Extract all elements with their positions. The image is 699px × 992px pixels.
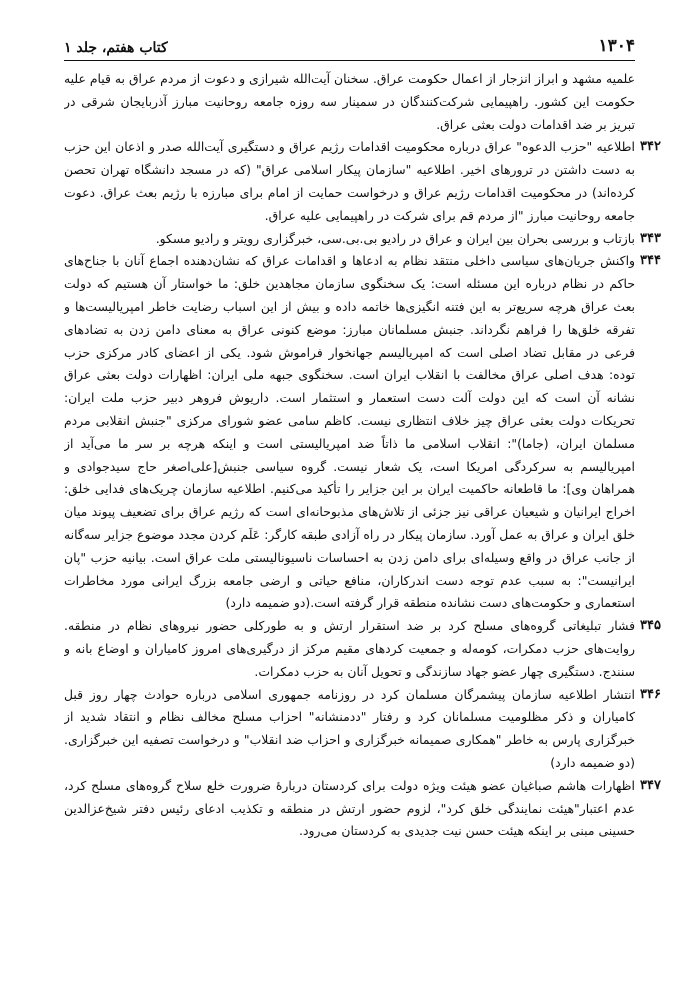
entry-343 (64, 228, 661, 251)
page-body (64, 68, 661, 968)
entry-346 (64, 684, 661, 775)
entry-number: ۳۴۲ (640, 139, 661, 155)
entry-number: ۳۴۷ (640, 777, 661, 793)
header-rule (64, 60, 635, 61)
page-number: ۱۳۰۴ (598, 36, 635, 56)
entry-text: اظهارات هاشم صباغیان عضو هیئت ویژه دولت برای کردستان دربارهٔ ضرورت خلع سلاح گروه‌های مسلح کرد، عدم اعتبار"هیئت نمایندگی خلق کرد"، لزوم حضور ارتش در منطقه و تکذیب ادعای رئیس دفتر شیخ‌عزالدین حسینی مبنی بر اینکه هیئت حسن نیت جدیدی به کردستان می‌رود. (64, 777, 635, 839)
entry-number: ۳۴۳ (640, 230, 661, 246)
entry-text: علمیه مشهد و ابراز انزجار از اعمال حکومت عراق. سخنان آیت‌الله شیرازی و دعوت از مردم عراق به قیام علیه حکومت این کشور. راهپیمایی شرکت‌کنندگان در سمینار سه روزه جامعه روحانیت مبارز آذربایجان شرقی در تبریز بر ضد اقدامات دولت بعثی عراق. (64, 71, 635, 132)
entry-345 (64, 615, 661, 683)
entry-text: بازتاب و بررسی بحران بین ایران و عراق در رادیو بی.بی.سی، خبرگزاری رویتر و رادیو مسکو. (155, 230, 635, 246)
book-title: کتاب هفتم، جلد ۱ (64, 40, 168, 56)
entry-number: ۳۴۵ (640, 618, 661, 634)
entry-number: ۳۴۴ (640, 253, 661, 269)
entry-342 (64, 136, 661, 227)
entry-text: اطلاعیه "حزب الدعوه" عراق درباره محکومیت اقدامات رژیم عراق و دستگیری آیت‌الله صدر و اذعان این حزب به دست داشتن در ترورهای اخیر. اطلاعیه "سازمان پیکار اسلامی عراق" (که در مسجد دانشگاه تهران تحصن کرده‌اند) در محکومیت اقدامات رژیم عراق و درخواست حمایت از امام برای مبارزه با رژیم بعث عراق. دعوت جامعه روحانیت مبارز "از مردم قم برای شرکت در راهپیمایی علیه عراق. (64, 139, 635, 223)
entry-347 (64, 775, 661, 843)
entry-text: واکنش جریان‌های سیاسی داخلی منتقد نظام به ادعاها و اقدامات عراق که نشان‌دهنده اجماع آنان با جناح‌های حاکم در نظام درباره این مسئله است: یک سخنگوی سازمان مجاهدین خلق: ما خواستار آن هستیم که دولت بعث عراق هرچه سریع‌تر به این فتنه انگیزی‌ها خاتمه داده و بیش از این اسباب رضایت خاطر امپریالیست‌ها و تفرقه خلق‌ها را فراهم نگرداند. جنبش مسلمانان مبارز: موضع کنونی عراق به معنای دامن زدن به تضادهای فرعی در مقابل تضاد اصلی است که امپریالیسم جهانخوار فراموش شود. یکی از اعضای کادر مرکزی حزب توده: هدف اصلی عراق مخالفت با انقلاب ایران است. سخنگوی جبهه ملی ایران: اظهارات دولت بعثی عراق نشانه آن است که این دولت آلت دست استعمار و استثمار است. داریوش فروهر دبیر حزب ملت ایران: تحریکات دولت بعثی عراق چیز خلاف انتظاری نیست. کاظم سامی عضو شورای مرکزی "جنبش انقلابی مردم مسلمان ایران، (جاما)": انقلاب اسلامی ما ذاتاً ضد امپریالیستی است و اینکه هرچه بر سر ما می‌آید از امپریالیسم به سرکردگی امریکا است، یک شعار نیست. گروه سیاسی جنبش[علی‌اصغر حاج سیدجوادی و همراهان وی]: ما قاطعانه حاکمیت ایران بر این جزایر را تأکید می‌کنیم. اطلاعیه سازمان چریک‌های فدایی خلق: اخراج ایرانیان و شیعیان عراقی نیز جزئی از تلاش‌های مذبوحانه‌ای است که رژیم عراق برای تضعیف پیوند میان خلق ایران و عراق به عمل آورد. سازمان پیکار در راه آزادی طبقه کارگر: عَلَم کردن مجدد موضوع جزایر سه‌گانه از جانب عراق در واقع وسیله‌ای برای دامن زدن به احساسات ناسیونالیستی ملت عراق است. بیانیه حزب "پان ایرانیست": به سبب عدم توجه دست اندرکاران، منافع حیاتی و ارضی جامعه بزرگ ایرانی مورد مخاطرات استعماری و حکومت‌های دست نشانده منطقه قرار گرفته است.(دو ضمیمه دارد) (64, 253, 635, 611)
entry-344 (64, 250, 661, 615)
entry-continuation (64, 68, 661, 136)
entry-number: ۳۴۶ (640, 686, 661, 702)
page-header (64, 30, 635, 56)
entry-text: انتشار اطلاعیه سازمان پیشمرگان مسلمان کرد در روزنامه جمهوری اسلامی درباره حوادث چهار روز قبل کامیاران و ذکر مظلومیت مسلمانان کرد و رفتار "ددمنشانه" احزاب مسلح مخالف نظام و انتقاد شدید از خبرگزاری پارس به خاطر "همکاری صمیمانه خبرگزاری و احزاب ضد انقلاب" و درخواست تصفیه این خبرگزاری.(دو ضمیمه دارد) (64, 686, 635, 770)
entry-text: فشار تبلیغاتی گروه‌های مسلح کرد بر ضد استقرار ارتش و به طورکلی حضور نیروهای نظام در منطقه. روایت‌های حزب دمکرات، کومه‌له و جمعیت کردهای مقیم مرکز از درگیری‌های امروز کامیاران و اوضاع بانه و سنندج. دستگیری چهار عضو جهاد سازندگی و تحویل آنان به حزب دمکرات. (64, 618, 635, 679)
